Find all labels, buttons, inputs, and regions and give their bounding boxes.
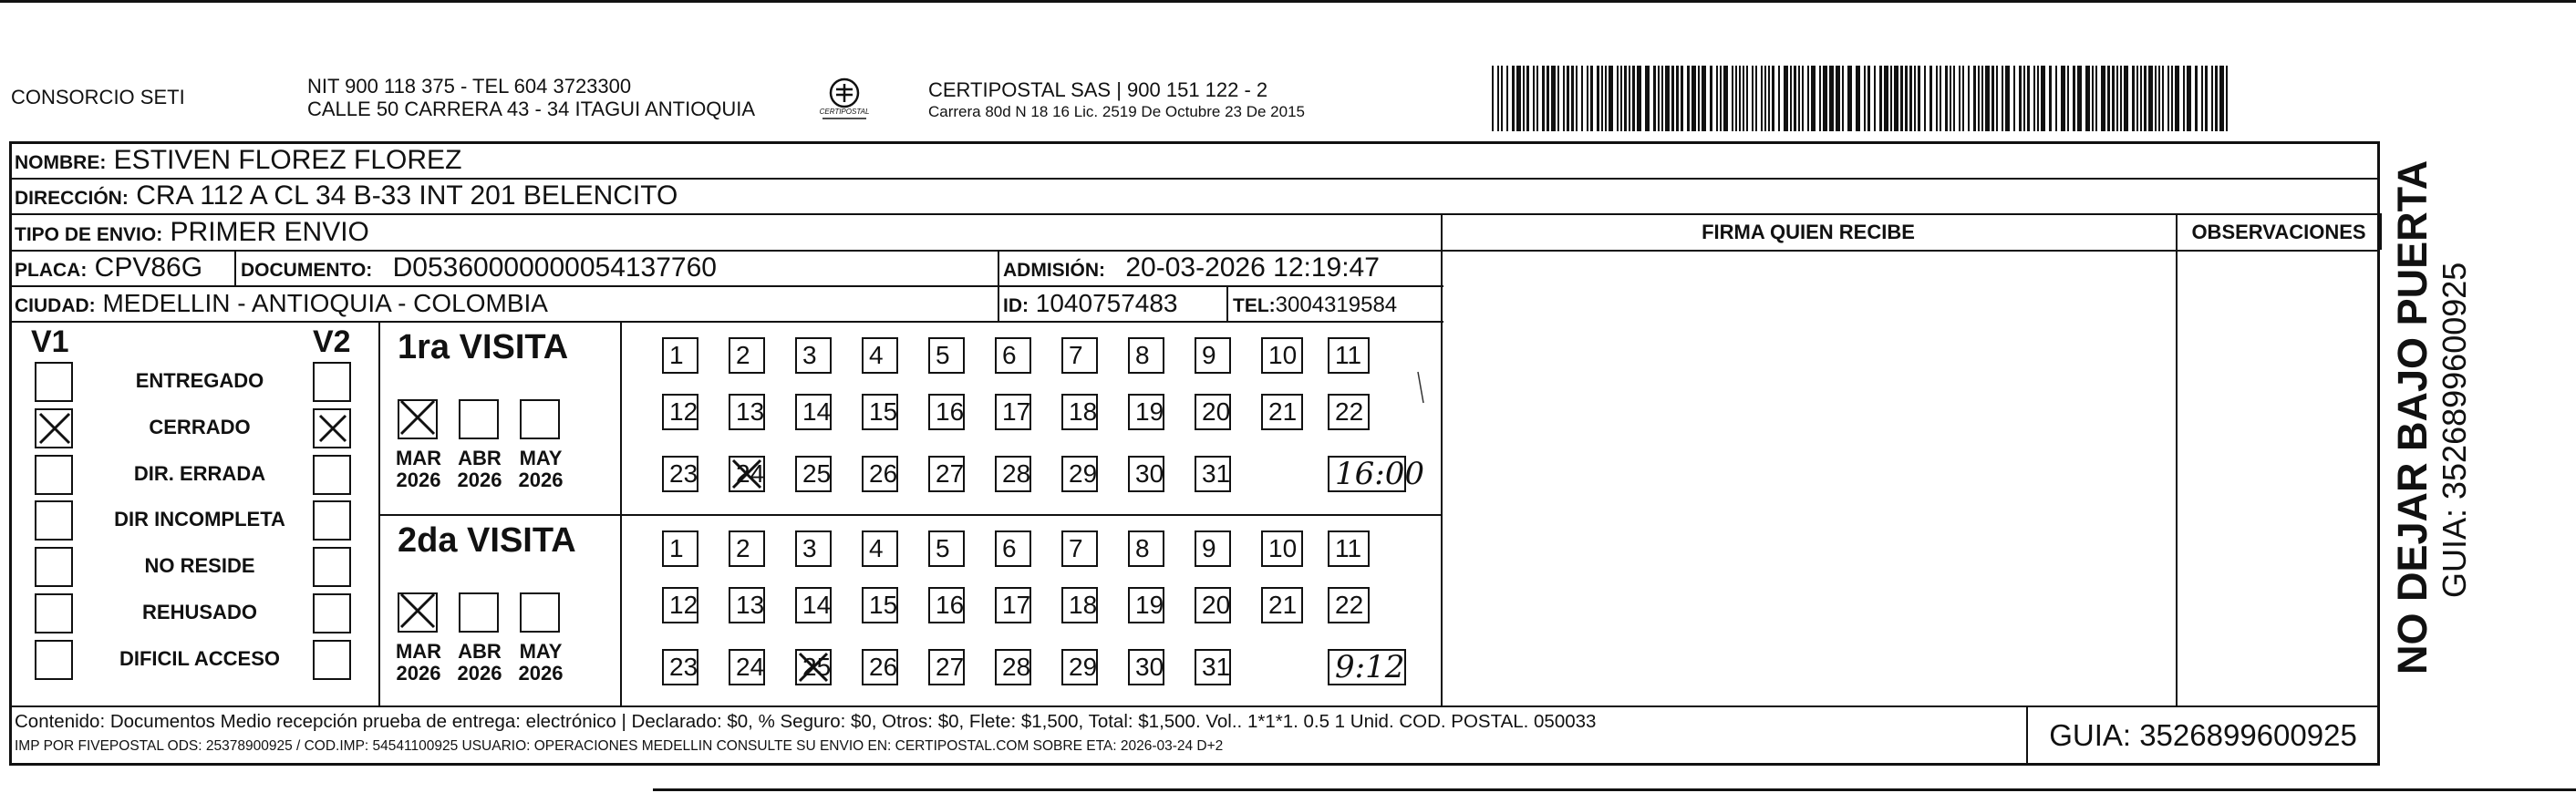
- day-box[interactable]: 28: [995, 649, 1031, 685]
- id-value: 1040757483: [1035, 289, 1178, 317]
- day-box[interactable]: 9: [1195, 337, 1231, 374]
- footer-guia: GUIA: 3526899600925: [2049, 718, 2357, 752]
- company-name: CONSORCIO SETI: [11, 86, 185, 108]
- month-checkbox[interactable]: [459, 592, 499, 633]
- tel-field: [1233, 290, 1397, 322]
- month-label: [448, 448, 512, 491]
- month-label: [387, 641, 450, 685]
- address-line: CALLE 50 CARRERA 43 - 34 ITAGUI ANTIOQUIA: [307, 98, 756, 120]
- day-box[interactable]: 29: [1061, 456, 1098, 492]
- month-year: 2026: [396, 662, 441, 685]
- shipping-label: TIPO DE ENVIO:: [15, 224, 163, 245]
- day-box[interactable]: 5: [928, 530, 965, 567]
- city-label: CIUDAD:: [15, 295, 96, 316]
- v2-checkbox[interactable]: [313, 455, 351, 495]
- day-box[interactable]: 30: [1128, 456, 1164, 492]
- day-box[interactable]: 19: [1128, 394, 1164, 430]
- month-name: MAY: [519, 640, 563, 663]
- day-box[interactable]: 25: [795, 456, 832, 492]
- bottom-rule: [653, 788, 2576, 791]
- day-box[interactable]: 12: [662, 587, 698, 623]
- v1-checkbox[interactable]: [35, 640, 73, 680]
- day-box[interactable]: 30: [1128, 649, 1164, 685]
- status-option-label: DIFICIL ACCESO: [119, 647, 280, 670]
- v1-checkbox[interactable]: [35, 547, 73, 587]
- side-warning: NO DEJAR BAJO PUERTA: [2389, 160, 2436, 675]
- day-box[interactable]: 13: [729, 394, 765, 430]
- day-box[interactable]: 11: [1328, 530, 1370, 567]
- day-box[interactable]: 1: [662, 337, 698, 374]
- visit-title: 2da VISITA: [398, 521, 576, 560]
- month-label: [448, 641, 512, 685]
- month-name: MAR: [395, 447, 442, 469]
- document-field: [241, 252, 717, 286]
- day-box[interactable]: 15: [862, 587, 898, 623]
- day-box[interactable]: 27: [928, 649, 965, 685]
- day-box[interactable]: 16: [928, 394, 965, 430]
- day-box[interactable]: 15: [862, 394, 898, 430]
- month-checkbox[interactable]: [520, 592, 560, 633]
- month-checkbox[interactable]: [398, 592, 438, 633]
- day-box[interactable]: 3: [795, 530, 832, 567]
- address-field: [15, 180, 678, 214]
- barcode: [1492, 66, 2230, 131]
- status-option-label: DIR. ERRADA: [133, 462, 266, 485]
- name-label: NOMBRE:: [15, 152, 107, 173]
- month-year: 2026: [457, 469, 502, 491]
- month-name: ABR: [458, 640, 502, 663]
- day-box[interactable]: 16: [928, 587, 965, 623]
- city-value: MEDELLIN - ANTIOQUIA - COLOMBIA: [102, 289, 548, 317]
- plate-field: [15, 252, 202, 286]
- day-box[interactable]: 17: [995, 587, 1031, 623]
- v1-checkbox[interactable]: [35, 593, 73, 633]
- day-box[interactable]: 11: [1328, 337, 1370, 374]
- month-year: 2026: [518, 469, 564, 491]
- v2-checkbox[interactable]: [313, 640, 351, 680]
- day-box[interactable]: 26: [862, 456, 898, 492]
- month-label: [387, 448, 450, 491]
- day-box[interactable]: 29: [1061, 649, 1098, 685]
- day-box[interactable]: 13: [729, 587, 765, 623]
- day-box[interactable]: 2: [729, 530, 765, 567]
- day-box[interactable]: 8: [1128, 530, 1164, 567]
- visit-time[interactable]: 9:12: [1328, 649, 1406, 685]
- id-label: ID:: [1003, 295, 1029, 316]
- day-box[interactable]: 23: [662, 456, 698, 492]
- address-value: CRA 112 A CL 34 B-33 INT 201 BELENCITO: [136, 180, 678, 211]
- v2-checkbox[interactable]: [313, 408, 351, 448]
- document-label: DOCUMENTO:: [241, 260, 373, 281]
- month-name: ABR: [458, 447, 502, 469]
- top-rule: [0, 0, 2576, 3]
- status-option-label: REHUSADO: [142, 601, 257, 623]
- status-option-label: ENTREGADO: [135, 369, 264, 392]
- month-label: [509, 641, 573, 685]
- day-box[interactable]: 10: [1261, 337, 1303, 374]
- license-line: Carrera 80d N 18 16 Lic. 2519 De Octubre 23 De 2015: [928, 103, 1305, 120]
- day-box[interactable]: 7: [1061, 337, 1098, 374]
- day-box[interactable]: 7: [1061, 530, 1098, 567]
- certipostal-line: CERTIPOSTAL SAS | 900 151 122 - 2: [928, 78, 1268, 101]
- day-box[interactable]: 6: [995, 530, 1031, 567]
- day-box[interactable]: 24: [729, 456, 765, 492]
- day-box[interactable]: 22: [1328, 394, 1370, 430]
- document-value: D05360000000054137760: [392, 252, 717, 283]
- name-value: ESTIVEN FLOREZ FLOREZ: [113, 145, 462, 175]
- certipostal-logo: [817, 73, 872, 124]
- day-box[interactable]: 18: [1061, 394, 1098, 430]
- signature-header: FIRMA QUIEN RECIBE: [1702, 221, 1915, 243]
- month-year: 2026: [457, 662, 502, 685]
- day-box[interactable]: 20: [1195, 587, 1231, 623]
- side-guia: GUIA: 3526899600925: [2436, 262, 2473, 598]
- address-label: DIRECCIÓN:: [15, 188, 129, 209]
- month-label: [509, 448, 573, 491]
- day-box[interactable]: 10: [1261, 530, 1303, 567]
- day-box[interactable]: 28: [995, 456, 1031, 492]
- footer-print-info: IMP POR FIVEPOSTAL ODS: 25378900925 / COD.IMP: 54541100925 USUARIO: OPERACIONES MEDELLIN CONSULTE SU ENVIO EN: CERTIPOSTAL.COM SOBRE ETA: 2026-03-24 D+2: [15, 738, 1224, 754]
- admission-value: 20-03-2026 12:19:47: [1125, 252, 1380, 283]
- day-box[interactable]: 27: [928, 456, 965, 492]
- v1-checkbox[interactable]: [35, 408, 73, 448]
- status-option-label: NO RESIDE: [144, 554, 255, 577]
- admission-field: [1003, 252, 1380, 286]
- month-checkbox[interactable]: [520, 399, 560, 439]
- day-box[interactable]: 22: [1328, 587, 1370, 623]
- day-box[interactable]: 1: [662, 530, 698, 567]
- day-box[interactable]: 31: [1195, 456, 1231, 492]
- day-box[interactable]: 20: [1195, 394, 1231, 430]
- city-field: [15, 288, 548, 322]
- day-box[interactable]: 21: [1261, 394, 1303, 430]
- status-option-label: CERRADO: [149, 416, 251, 438]
- v2-checkbox[interactable]: [313, 593, 351, 633]
- day-box[interactable]: 24: [729, 649, 765, 685]
- admission-label: ADMISIÓN:: [1003, 260, 1105, 281]
- status-option-label: DIR INCOMPLETA: [114, 508, 285, 530]
- pen-mark: [1416, 370, 1425, 407]
- nit-line: NIT 900 118 375 - TEL 604 3723300: [307, 75, 632, 98]
- visit-time[interactable]: 16:00: [1328, 456, 1406, 492]
- v2-checkbox[interactable]: [313, 500, 351, 541]
- month-name: MAR: [395, 640, 442, 663]
- v1-checkbox[interactable]: [35, 500, 73, 541]
- day-box[interactable]: 9: [1195, 530, 1231, 567]
- v2-checkbox[interactable]: [313, 362, 351, 402]
- day-box[interactable]: 5: [928, 337, 965, 374]
- observations-header: OBSERVACIONES: [2191, 221, 2366, 243]
- day-box[interactable]: 3: [795, 337, 832, 374]
- v1-checkbox[interactable]: [35, 455, 73, 495]
- day-box[interactable]: 4: [862, 530, 898, 567]
- name-field: [15, 145, 461, 179]
- month-year: 2026: [396, 469, 441, 491]
- day-box[interactable]: 6: [995, 337, 1031, 374]
- day-box[interactable]: 4: [862, 337, 898, 374]
- v1-label: V1: [31, 324, 69, 359]
- day-box[interactable]: 17: [995, 394, 1031, 430]
- month-checkbox[interactable]: [398, 399, 438, 439]
- v1-checkbox[interactable]: [35, 362, 73, 402]
- shipping-field: [15, 217, 369, 251]
- visit-title: 1ra VISITA: [398, 328, 569, 366]
- v2-label: V2: [313, 324, 351, 359]
- day-box[interactable]: 12: [662, 394, 698, 430]
- month-name: MAY: [519, 447, 563, 469]
- id-field: [1003, 288, 1178, 322]
- shipping-value: PRIMER ENVIO: [170, 217, 369, 247]
- day-box[interactable]: 14: [795, 587, 832, 623]
- day-box[interactable]: 31: [1195, 649, 1231, 685]
- day-box[interactable]: 21: [1261, 587, 1303, 623]
- logo-caption: CERTIPOSTAL: [819, 108, 870, 116]
- month-year: 2026: [518, 662, 564, 685]
- month-checkbox[interactable]: [459, 399, 499, 439]
- day-box[interactable]: 25: [795, 649, 832, 685]
- day-box[interactable]: 18: [1061, 587, 1098, 623]
- day-box[interactable]: 2: [729, 337, 765, 374]
- day-box[interactable]: 14: [795, 394, 832, 430]
- day-box[interactable]: 26: [862, 649, 898, 685]
- day-box[interactable]: 23: [662, 649, 698, 685]
- footer-contents: Contenido: Documentos Medio recepción prueba de entrega: electrónico | Declarado: $0, % Seguro: $0, Otros: $0, Flete: $1,500, Total: $1,500. Vol.. 1*1*1. 0.5 1 Unid. COD. POSTAL. 050033: [15, 711, 1597, 732]
- tel-value: 3004319584: [1275, 293, 1398, 317]
- plate-value: CPV86G: [94, 252, 203, 283]
- day-box[interactable]: 19: [1128, 587, 1164, 623]
- day-box[interactable]: 8: [1128, 337, 1164, 374]
- plate-label: PLACA:: [15, 260, 88, 281]
- tel-label: TEL:: [1233, 295, 1276, 316]
- v2-checkbox[interactable]: [313, 547, 351, 587]
